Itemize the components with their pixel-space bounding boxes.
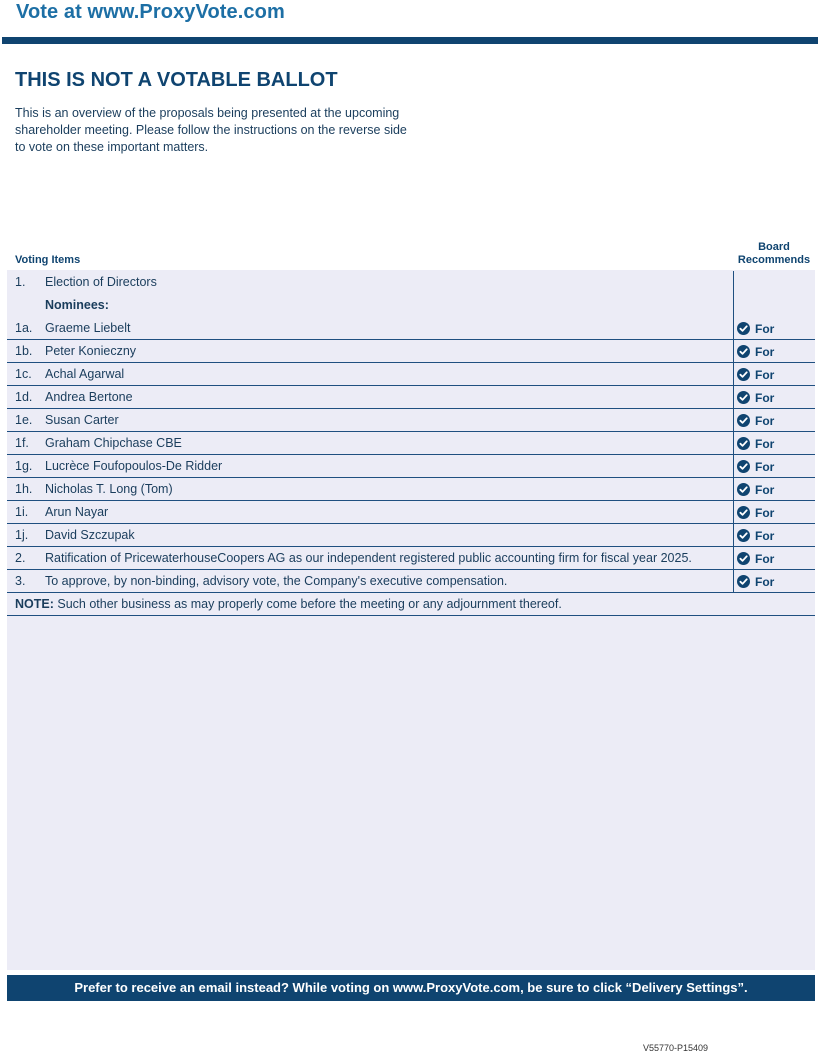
- item-number: 1e.: [15, 413, 33, 427]
- item-number: 1h.: [15, 482, 33, 496]
- table-row: [7, 294, 815, 317]
- voting-items-table: [7, 271, 815, 616]
- nominee-name: David Szczupak: [45, 528, 135, 542]
- recommendation-cell: [733, 455, 816, 477]
- table-row: [7, 386, 815, 409]
- item-number: 2.: [15, 551, 26, 565]
- document-code: V55770-P15409: [642, 1043, 708, 1053]
- recommendation-cell: [733, 271, 816, 294]
- table-row: [7, 317, 815, 340]
- table-row: [7, 524, 815, 547]
- nominee-name: Susan Carter: [45, 413, 119, 427]
- recommendation-value: For: [755, 368, 775, 382]
- recommendation-cell: [733, 294, 816, 317]
- recommendation-cell: [733, 547, 816, 569]
- voting-items-header: Voting Items: [15, 254, 81, 266]
- recommendation-value: For: [755, 460, 775, 474]
- check-circle-icon: [737, 391, 750, 404]
- check-circle-icon: [737, 460, 750, 473]
- item-number: 1g.: [15, 459, 33, 473]
- delivery-settings-banner: Prefer to receive an email instead? While voting on www.ProxyVote.com, be sure to click “Delivery Settings”.: [7, 975, 815, 1001]
- recommendation-value: For: [755, 391, 775, 405]
- recommendation-cell: [733, 363, 816, 385]
- table-row: [7, 271, 815, 294]
- recommendation-cell: [733, 570, 816, 592]
- page-title: THIS IS NOT A VOTABLE BALLOT: [15, 69, 338, 91]
- recommendation-value: For: [755, 529, 775, 543]
- check-circle-icon: [737, 506, 750, 519]
- note-text: [15, 597, 562, 611]
- recommendation-cell: [733, 478, 816, 500]
- item-number: 1i.: [15, 505, 29, 519]
- nominee-name: Arun Nayar: [45, 505, 109, 519]
- nominee-name: Lucrèce Foufopoulos-De Ridder: [45, 459, 223, 473]
- item-number: 1c.: [15, 367, 32, 381]
- check-circle-icon: [737, 368, 750, 381]
- recommendation-cell: [733, 432, 816, 454]
- recommendation-cell: [733, 386, 816, 408]
- table-row: [7, 547, 815, 570]
- check-circle-icon: [737, 575, 750, 588]
- recommendation-cell: [733, 501, 816, 523]
- note-label: NOTE:: [15, 597, 54, 611]
- note-body: Such other business as may properly come before the meeting or any adjournment thereof.: [53, 597, 562, 611]
- recommendation-value: For: [755, 552, 775, 566]
- table-row: [7, 363, 815, 386]
- recommendation-cell: [733, 317, 816, 339]
- nominees-label: Nominees:: [45, 298, 109, 312]
- nominee-name: Graham Chipchase CBE: [45, 436, 182, 450]
- recommendation-cell: [733, 340, 816, 362]
- check-circle-icon: [737, 437, 750, 450]
- check-circle-icon: [737, 345, 750, 358]
- recommendation-value: For: [755, 506, 775, 520]
- recommendation-cell: [733, 409, 816, 431]
- nominee-name: Graeme Liebelt: [45, 321, 131, 335]
- check-circle-icon: [737, 529, 750, 542]
- table-row: [7, 478, 815, 501]
- proposal-text: To approve, by non-binding, advisory vote, the Company's executive compensation.: [45, 574, 508, 588]
- table-row: [7, 501, 815, 524]
- nominee-name: Achal Agarwal: [45, 367, 125, 381]
- board-header-line2: Recommends: [737, 254, 811, 266]
- check-circle-icon: [737, 322, 750, 335]
- proposal-text: Ratification of PricewaterhouseCoopers AG as our independent registered public accounting firm for fiscal year 2025.: [45, 551, 692, 565]
- recommendation-value: For: [755, 322, 775, 336]
- check-circle-icon: [737, 483, 750, 496]
- recommendation-value: For: [755, 437, 775, 451]
- nominee-name: Andrea Bertone: [45, 390, 133, 404]
- table-row: [7, 409, 815, 432]
- item-number: 3.: [15, 574, 26, 588]
- item-number: 1.: [15, 275, 26, 289]
- nominee-name: Peter Konieczny: [45, 344, 137, 358]
- header-divider-bar: [2, 37, 818, 44]
- recommendation-value: For: [755, 575, 775, 589]
- item-number: 1j.: [15, 528, 29, 542]
- item-number: 1d.: [15, 390, 33, 404]
- recommendation-cell: [733, 524, 816, 546]
- recommendation-value: For: [755, 483, 775, 497]
- item-text: Election of Directors: [45, 275, 157, 289]
- item-number: 1f.: [15, 436, 29, 450]
- recommendation-value: For: [755, 345, 775, 359]
- check-circle-icon: [737, 414, 750, 427]
- board-header-line1: Board: [758, 241, 790, 253]
- table-row: [7, 432, 815, 455]
- table-row: [7, 455, 815, 478]
- item-number: 1a.: [15, 321, 33, 335]
- note-row: [7, 593, 815, 616]
- board-recommends-header: [733, 241, 815, 267]
- nominee-name: Nicholas T. Long (Tom): [45, 482, 173, 496]
- intro-text: This is an overview of the proposals being presented at the upcoming shareholder meeting. Please follow the instructions on the reverse side to vote on these important matters.: [15, 106, 407, 154]
- proxyvote-url-header[interactable]: Vote at www.ProxyVote.com: [16, 1, 285, 23]
- table-row: [7, 570, 815, 593]
- recommendation-value: For: [755, 414, 775, 428]
- item-number: 1b.: [15, 344, 33, 358]
- table-row: [7, 340, 815, 363]
- check-circle-icon: [737, 552, 750, 565]
